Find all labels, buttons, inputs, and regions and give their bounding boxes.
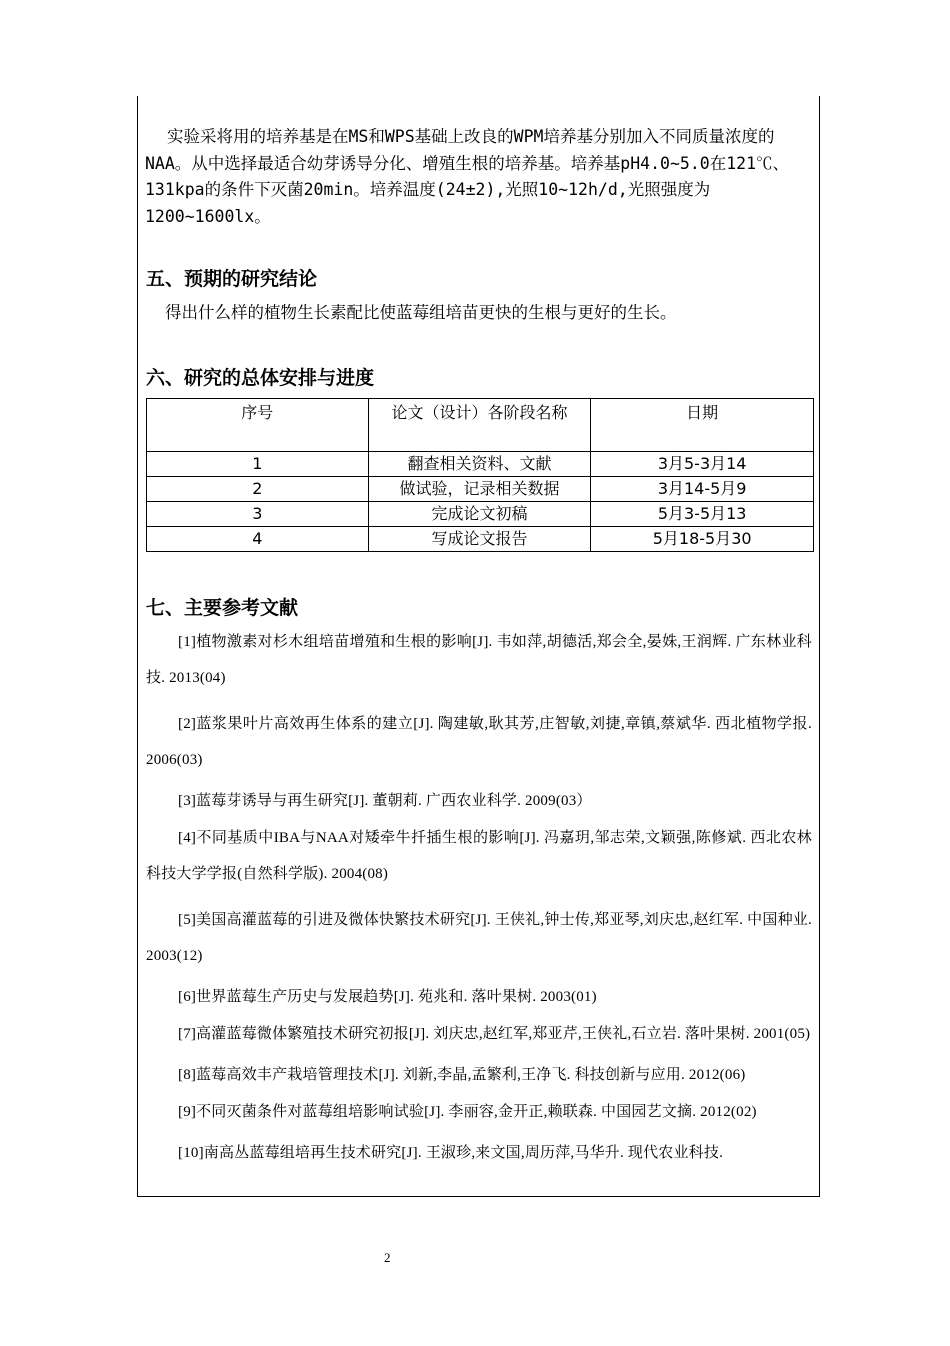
cell-date: 5月18-5月30 [591,527,814,552]
section7-title: 七、主要参考文献 [146,597,299,619]
reference-item: [6]世界蓝莓生产历史与发展趋势[J]. 苑兆和. 落叶果树. 2003(01) [178,989,597,1005]
intro-paragraph [145,124,813,230]
reference-item: [10]南高丛蓝莓组培再生技术研究[J]. 王淑珍,来文国,周历萍,马华升. 现代农业科技. [178,1145,724,1161]
cell-stage: 完成论文初稿 [368,502,591,527]
reference-item: [3]蓝莓芽诱导与再生研究[J]. 董朝莉. 广西农业科学. 2009(03） [178,793,592,809]
header-seq: 序号 [147,399,369,452]
schedule-table [146,398,814,552]
table-header-row [147,399,814,452]
section6-title: 六、研究的总体安排与进度 [146,367,375,389]
reference-list [146,624,812,1172]
cell-date: 3月14-5月9 [591,477,814,502]
section5-title: 五、预期的研究结论 [146,268,318,290]
cell-date: 5月3-5月13 [591,502,814,527]
reference-item: [2]蓝浆果叶片高效再生体系的建立[J]. 陶建敏,耿其芳,庄智敏,刘捷,章镇,蔡斌华. 西北植物学报. 2006(03) [146,716,812,768]
intro-text: 实验采将用的培养基是在MS和WPS基础上改良的WPM培养基分别加入不同质量浓度的NAA。从中选择最适合幼芽诱导分化、增殖生根的培养基。培养基pH4.0~5.0在121℃、131kpa的条件下灭菌20min。培养温度(24±2),光照10~12h/d,光照强度为1200~1600lx。 [145,127,790,226]
cell-stage: 做试验，记录相关数据 [368,477,591,502]
reference-item: [5]美国高灌蓝莓的引进及微体快繁技术研究[J]. 王侠礼,钟士传,郑亚琴,刘庆忠,赵红军. 中国种业. 2003(12) [146,912,812,964]
reference-item: [8]蓝莓高效丰产栽培管理技术[J]. 刘新,李晶,孟繁利,王净飞. 科技创新与应用. 2012(06) [178,1067,746,1083]
table-row [147,527,814,552]
table-row [147,502,814,527]
section5-text: 得出什么样的植物生长素配比使蓝莓组培苗更快的生根与更好的生长。 [165,303,677,322]
cell-seq: 2 [147,477,369,502]
header-date: 日期 [591,399,814,452]
reference-item: [4]不同基质中IBA与NAA对矮牵牛扦插生根的影响[J]. 冯嘉玥,邹志荣,文颖强,陈修斌. 西北农林科技大学学报(自然科学版). 2004(08) [146,830,812,882]
header-stage [368,399,591,452]
cell-stage: 写成论文报告 [368,527,591,552]
table-row [147,452,814,477]
header-stage-text: 论文（设计）各阶段名称 [391,403,568,422]
cell-seq: 1 [147,452,369,477]
reference-item: [7]高灌蓝莓微体繁殖技术研究初报[J]. 刘庆忠,赵红军,郑亚芹,王侠礼,石立岩. 落叶果树. 2001(05) [178,1026,811,1042]
cell-stage: 翻查相关资料、文献 [368,452,591,477]
page-number: 2 [384,1250,391,1265]
cell-date: 3月5-3月14 [591,452,814,477]
table-row [147,477,814,502]
cell-seq: 3 [147,502,369,527]
reference-item: [9]不同灭菌条件对蓝莓组培影响试验[J]. 李丽容,金开正,赖联森. 中国园艺文摘. 2012(02) [178,1104,757,1120]
cell-seq: 4 [147,527,369,552]
reference-item: [1]植物激素对杉木组培苗增殖和生根的影响[J]. 韦如萍,胡德活,郑会全,晏姝,王润辉. 广东林业科技. 2013(04) [146,634,812,686]
